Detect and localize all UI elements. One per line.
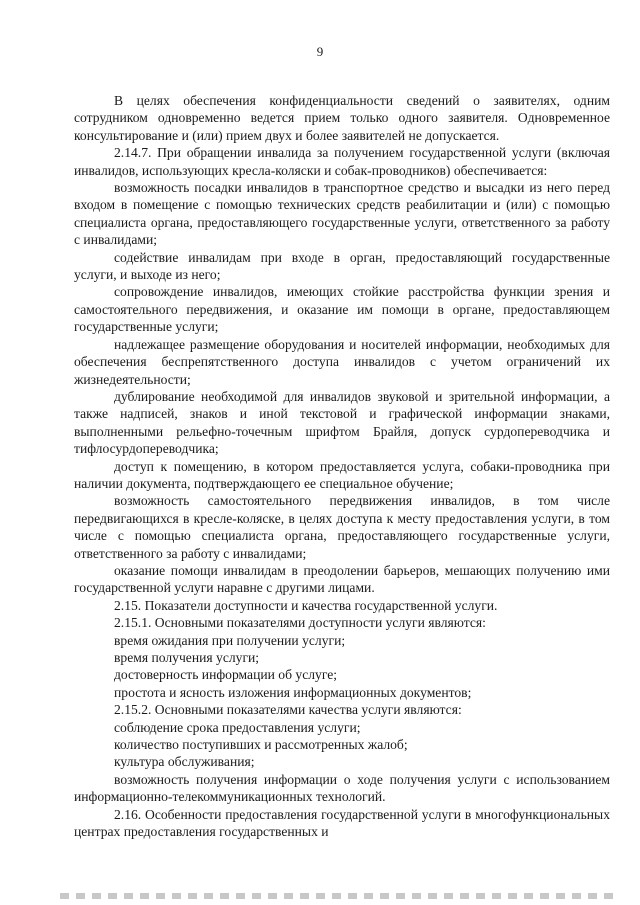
page-number: 9 [316, 44, 324, 59]
list-item-progress-info: возможность получения информации о ходе получения услуги с использованием информационно-телекоммуникационных технологий. [74, 771, 610, 805]
paragraph-guide-dog: доступ к помещению, в котором предоставляется услуга, собаки-проводника при наличии документа, подтверждающего ее специальное обучение; [74, 458, 610, 491]
paragraph-escort: сопровождение инвалидов, имеющих стойкие расстройства функции зрения и самостоятельного передвижения, и оказание им помощи в органе, предоставляющем государственные услуги; [74, 284, 610, 335]
list-item-service-culture: культура обслуживания; [114, 754, 255, 770]
paragraph-boarding-assistance: возможность посадки инвалидов в транспортное средство и высадки из него перед входом в помещение с помощью технических средств реабилитации и (или) с помощью специалиста органа, предоставляющего государственные услуги, ответственного за работу с инвалидами; [74, 180, 610, 248]
paragraph-entry-assistance: содействие инвалидам при входе в орган, предоставляющий государственные услуги, и выходе из него; [74, 249, 610, 283]
list-item-deadline: соблюдение срока предоставления услуги; [114, 719, 361, 735]
scan-edge-artifact [60, 893, 620, 899]
paragraph-confidentiality: В целях обеспечения конфиденциальности сведений о заявителях, одним сотрудником одновременно ведется прием только одного заявителя. Одновременное консультирование и (или) прием двух и более заявителей не допускается. [74, 93, 610, 143]
list-item-waiting-time: время ожидания при получении услуги; [114, 632, 346, 648]
paragraph-barriers: оказание помощи инвалидам в преодолении барьеров, мешающих получению ими государственной услуги наравне с другими лицами. [74, 562, 610, 596]
paragraph-duplication: дублирование необходимой для инвалидов звуковой и зрительной информации, а также надписей, знаков и иной текстовой и графической информации знаками, выполненными рельефно-точечным шрифтом Брайля, допуск сурдопереводчика и тифлосурдопереводчика; [74, 388, 610, 457]
list-item-reliability: достоверность информации об услуге; [114, 667, 338, 683]
list-item-clarity: простота и ясность изложения информационных документов; [114, 684, 472, 700]
paragraph-2-14-7: 2.14.7. При обращении инвалида за получением государственной услуги (включая инвалидов, использующих кресла-коляски и собак-проводников) обеспечивается: [74, 145, 610, 178]
paragraph-2-15: 2.15. Показатели доступности и качества государственной услуги. [114, 597, 498, 613]
paragraph-2-16: 2.16. Особенности предоставления государственной услуги в многофункциональных центрах предоставления государственных и [74, 806, 610, 840]
list-item-receiving-time: время получения услуги; [114, 650, 260, 665]
paragraph-2-15-2: 2.15.2. Основными показателями качества услуги являются: [114, 702, 462, 718]
paragraph-2-15-1: 2.15.1. Основными показателями доступности услуги являются: [114, 615, 486, 631]
paragraph-equipment-placement: надлежащее размещение оборудования и носителей информации, необходимых для обеспечения беспрепятственного доступа инвалидов с учетом ограничений их жизнедеятельности; [74, 336, 610, 387]
document-body [74, 92, 610, 840]
list-item-complaints: количество поступивших и рассмотренных жалоб; [114, 737, 408, 753]
paragraph-independent-movement: возможность самостоятельного передвижения инвалидов, в том числе передвигающихся в кресле-коляске, в целях доступа к месту предоставления услуги, в том числе с помощью специалиста органа, предоставляющего государственные услуги, ответственного за работу с инвалидами; [74, 493, 610, 561]
